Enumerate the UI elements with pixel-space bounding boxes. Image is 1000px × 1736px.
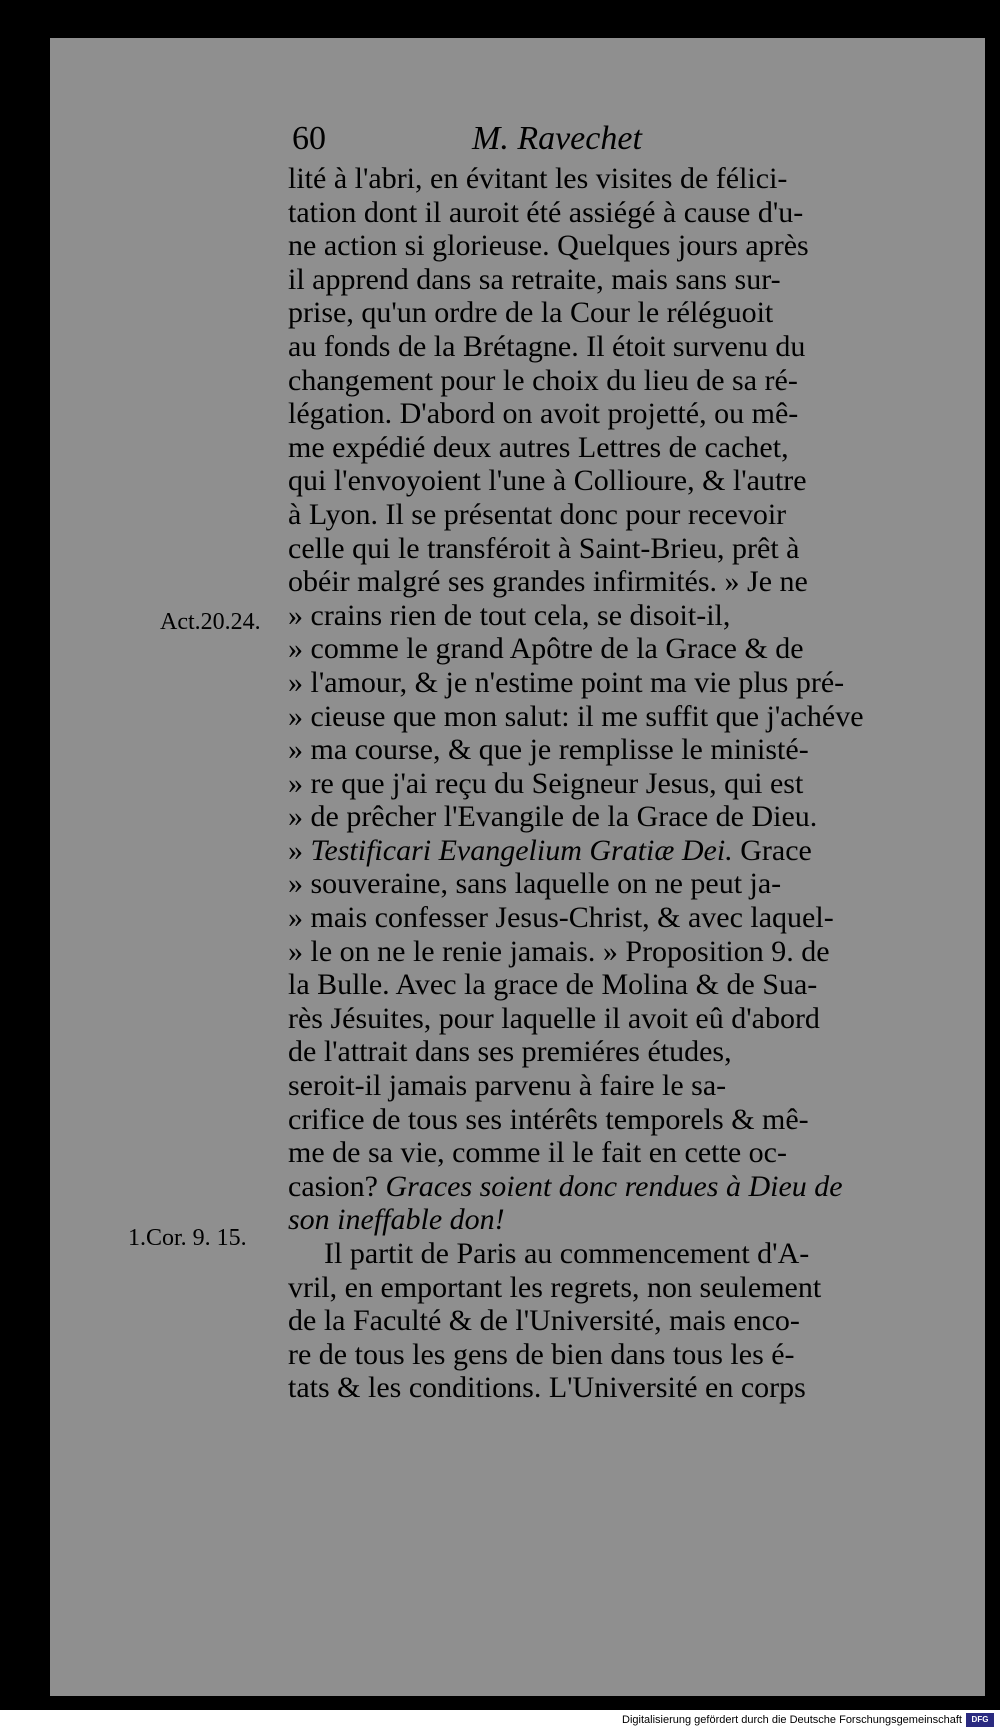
text-line [288,733,908,767]
text-segment: » de prêcher l'Evangile de la Grace de Dieu. [288,800,818,834]
text-line [288,1002,908,1036]
text-line [288,162,908,196]
body-text [288,162,908,1405]
text-segment: obéir malgré ses grandes infirmités. » Je ne [288,565,808,599]
dfg-logo: DFG [966,1713,994,1727]
text-line [288,532,908,566]
text-line [288,1103,908,1137]
text-segment: tats & les conditions. L'Université en corps [288,1371,806,1405]
text-line [288,935,908,969]
text-line [288,1237,908,1271]
text-segment: Grace [732,833,812,867]
text-line [288,834,908,868]
text-segment: tation dont il auroit été assiégé à cause d'u- [288,195,804,229]
text-segment: » cieuse que mon salut: il me suffit que j'achéve [288,699,864,733]
text-segment: il apprend dans sa retraite, mais sans sur- [288,262,781,296]
italic-segment: Graces soient donc rendues à Dieu de [385,1169,843,1203]
text-segment: » souveraine, sans laquelle on ne peut ja- [288,867,782,901]
text-segment: casion? [288,1169,386,1203]
text-line [288,968,908,1002]
text-segment: » [288,833,311,867]
text-segment: » mais confesser Jesus-Christ, & avec laquel- [288,901,834,935]
text-line [288,599,908,633]
text-line [288,666,908,700]
text-segment: vril, en emportant les regrets, non seulement [288,1270,822,1304]
text-segment: prise, qu'un ordre de la Cour le réléguoit [288,296,774,330]
text-line [288,565,908,599]
italic-segment: son ineffable don! [288,1203,505,1237]
text-line [288,263,908,297]
page-number: 60 [292,120,326,157]
text-segment: » comme le grand Apôtre de la Grace & de [288,632,804,666]
text-line [288,1170,908,1204]
text-line [288,867,908,901]
text-line [288,431,908,465]
text-segment: me expédié deux autres Lettres de cachet, [288,430,789,464]
text-line [288,1203,908,1237]
text-segment: seroit-il jamais parvenu à faire le sa- [288,1069,727,1103]
text-segment: de la Faculté & de l'Université, mais enco- [288,1304,800,1338]
italic-segment: Testificari Evangelium Gratiæ Dei. [310,833,733,867]
text-segment: » ma course, & que je remplisse le ministé- [288,733,809,767]
margin-note-corinthians: 1.Cor. 9. 15. [128,1225,247,1251]
text-segment: me de sa vie, comme il le fait en cette oc- [288,1136,787,1170]
text-line [288,1069,908,1103]
text-segment: légation. D'abord on avoit projetté, ou mê- [288,397,799,431]
text-segment: Il partit de Paris au commencement d'A- [324,1237,810,1270]
text-line [288,498,908,532]
text-segment: » l'amour, & je n'estime point ma vie plus pré- [288,665,845,699]
text-segment: rès Jésuites, pour laquelle il avoit eû d'abord [288,1001,820,1035]
text-segment: » le on ne le renie jamais. » Proposition 9. de [288,934,830,968]
text-line [288,767,908,801]
text-line [288,397,908,431]
text-line [288,1035,908,1069]
text-line [288,800,908,834]
margin-note-acts: Act.20.24. [160,609,261,635]
text-line [288,1338,908,1372]
footer-band [0,1710,1000,1736]
text-line [288,364,908,398]
footer-credit: Digitalisierung gefördert durch die Deutsche Forschungsgemeinschaft [622,1714,962,1726]
text-line [288,330,908,364]
page-header [292,120,942,164]
text-line [288,1136,908,1170]
text-line [288,296,908,330]
text-segment: à Lyon. Il se présentat donc pour recevoir [288,497,787,531]
text-segment: » crains rien de tout cela, se disoit-il, [288,598,731,632]
text-line [288,1271,908,1305]
text-segment: qui l'envoyoient l'une à Collioure, & l'autre [288,464,807,498]
text-segment: ne action si glorieuse. Quelques jours après [288,229,809,263]
text-segment: la Bulle. Avec la grace de Molina & de Sua- [288,968,818,1002]
text-line [288,901,908,935]
text-segment: re de tous les gens de bien dans tous les é- [288,1337,795,1371]
text-segment: crifice de tous ses intérêts temporels & mê- [288,1102,809,1136]
text-line [288,229,908,263]
text-line [288,1304,908,1338]
text-segment: celle qui le transféroit à Saint-Brieu, prêt à [288,531,800,565]
text-line [288,700,908,734]
text-segment: changement pour le choix du lieu de sa ré- [288,363,798,397]
running-title: M. Ravechet [472,120,642,157]
text-line [288,632,908,666]
text-segment: » re que j'ai reçu du Seigneur Jesus, qui est [288,766,804,800]
text-line [288,464,908,498]
text-line [288,196,908,230]
text-line [288,1371,908,1405]
text-segment: au fonds de la Brétagne. Il étoit survenu du [288,329,806,363]
text-segment: lité à l'abri, en évitant les visites de félici- [288,162,788,195]
text-segment: de l'attrait dans ses premiéres études, [288,1035,732,1069]
